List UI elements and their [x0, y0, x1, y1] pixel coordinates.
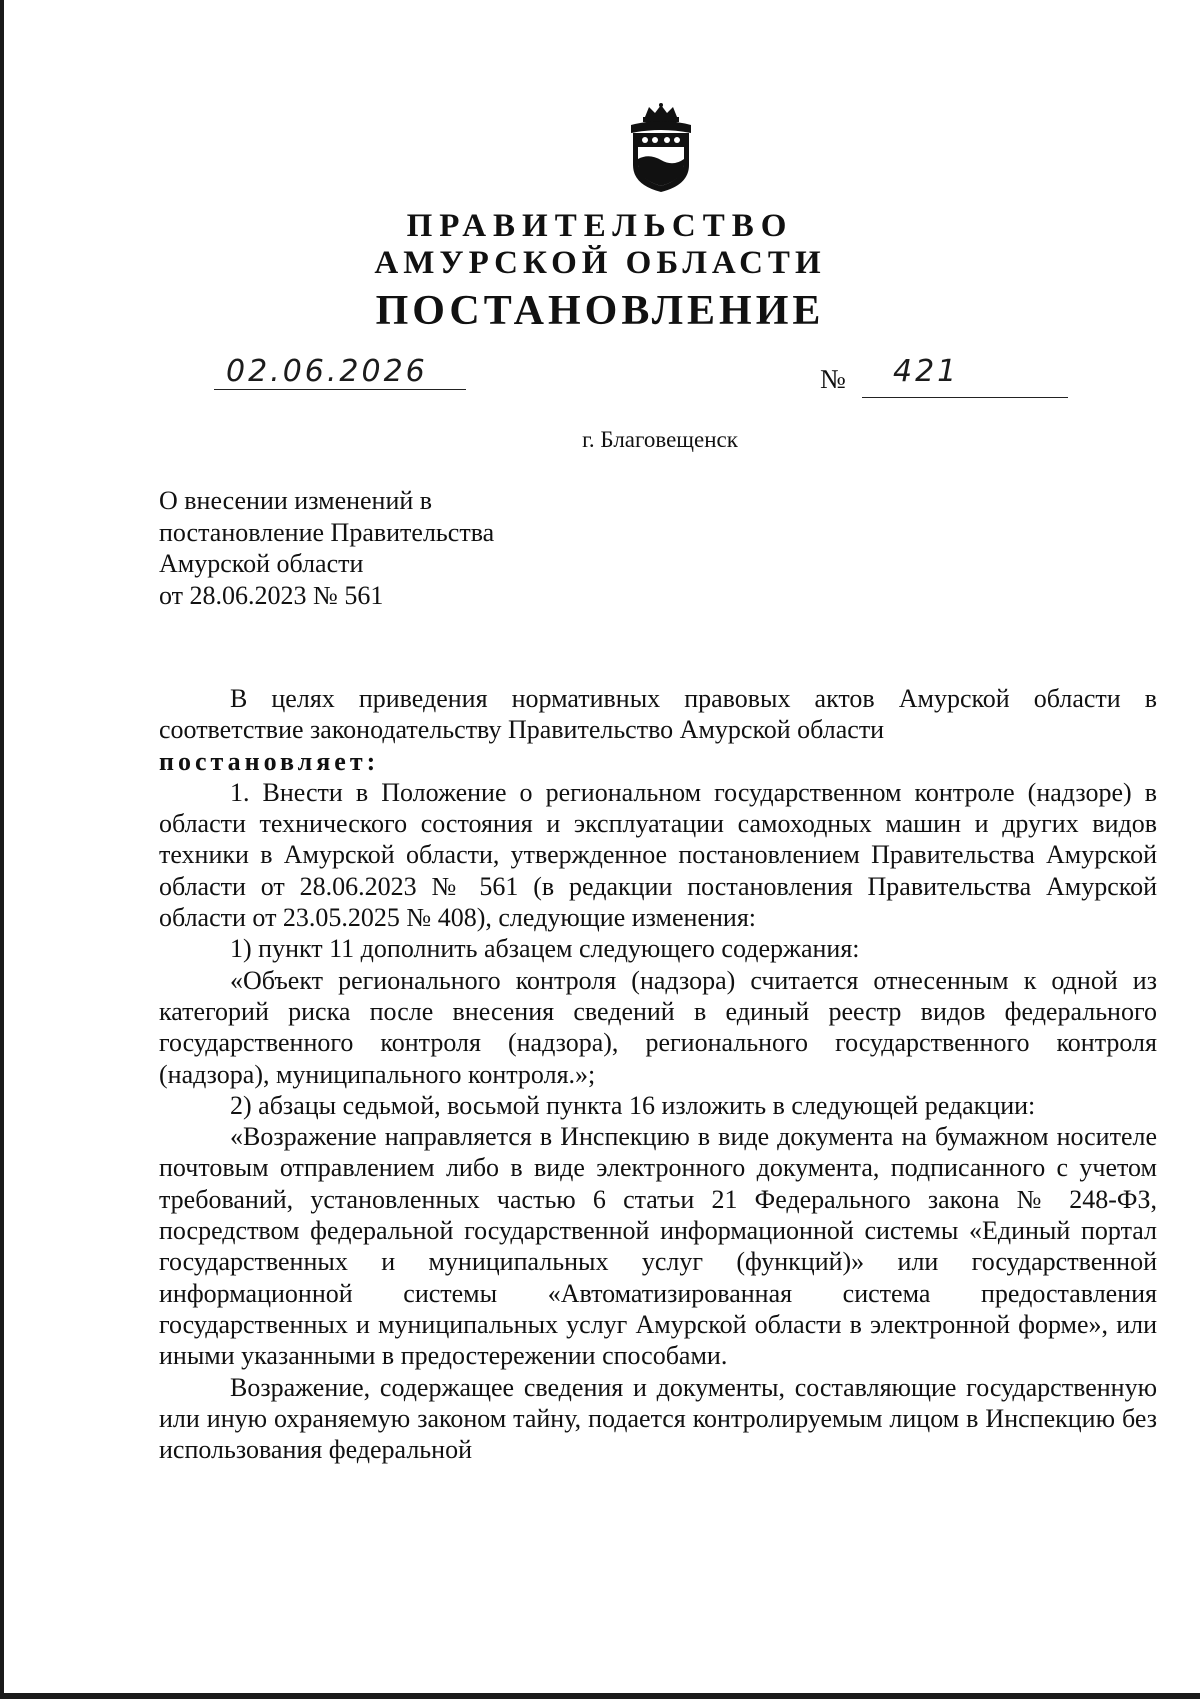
paragraph-quote-1: «Объект регионального контроля (надзора) считается отнесенным к одной из категорий риска после внесения сведений в единый реестр видов федерального государственного контроля (надзора), регионального государственного контроля (надзора), муниципального контроля.»;	[159, 965, 1157, 1089]
date-underline	[214, 389, 466, 390]
subject-line: постановление Правительства	[159, 517, 495, 547]
paragraph-quote-2: «Возражение направляется в Инспекцию в виде документа на бумажном носителе почтовым отправлением либо в виде электронного документа, подписанного с учетом требований, установленных частью 6 статьи 21 Федерального закона № 248-ФЗ, посредством федеральной государственной информационной системы «Единый портал государственных и муниципальных услуг (функций)» или государственной информационной системы «Автоматизированная система предоставления государственных и муниципальных услуг Амурской области в электронной форме», или иными указанными в предостережении способами.	[159, 1122, 1157, 1371]
document-body	[159, 683, 1157, 1465]
paragraph-subitem-2: 2) абзацы седьмой, восьмой пункта 16 изложить в следующей редакции:	[230, 1090, 1036, 1120]
city: г. Благовещенск	[582, 427, 738, 452]
subject-line: О внесении изменений в	[159, 486, 433, 515]
scan-border-bottom	[0, 1693, 1200, 1699]
number-label: №	[820, 364, 846, 394]
resolves-word: постановляет:	[159, 746, 380, 776]
document-date: 02.06.2026	[226, 354, 428, 389]
document-type-title: ПОСТАНОВЛЕНИЕ	[375, 288, 825, 334]
subject-line: Амурской области	[159, 549, 364, 578]
document-subject	[159, 485, 494, 611]
subject-line: от 28.06.2023 № 561	[159, 580, 384, 610]
org-name-line1: ПРАВИТЕЛЬСТВО	[406, 208, 794, 244]
resolves-line	[159, 746, 1157, 777]
coat-of-arms-icon	[625, 103, 697, 193]
org-name-line2: АМУРСКОЙ ОБЛАСТИ	[374, 245, 826, 281]
document-number: 421	[893, 354, 960, 389]
number-underline	[862, 397, 1068, 398]
paragraph-preamble: В целях приведения нормативных правовых актов Амурской области в соответствие законодательству Правительство Амурской области	[159, 684, 1157, 745]
paragraph-quote-3: Возражение, содержащее сведения и документы, составляющие государственную или иную охраняемую законом тайну, подается контролируемым лицом в Инспекцию без использования федеральной	[159, 1372, 1157, 1465]
paragraph-item-1: 1. Внести в Положение о региональном государственном контроле (надзоре) в области технического состояния и эксплуатации самоходных машин и других видов техники в Амурской области, утвержденное постановлением Правительства Амурской области от 28.06.2023 № 561 (в редакции постановления Правительства Амурской области от 23.05.2025 № 408), следующие изменения:	[159, 777, 1157, 933]
paragraph-subitem-1: 1) пункт 11 дополнить абзацем следующего содержания:	[230, 934, 860, 964]
